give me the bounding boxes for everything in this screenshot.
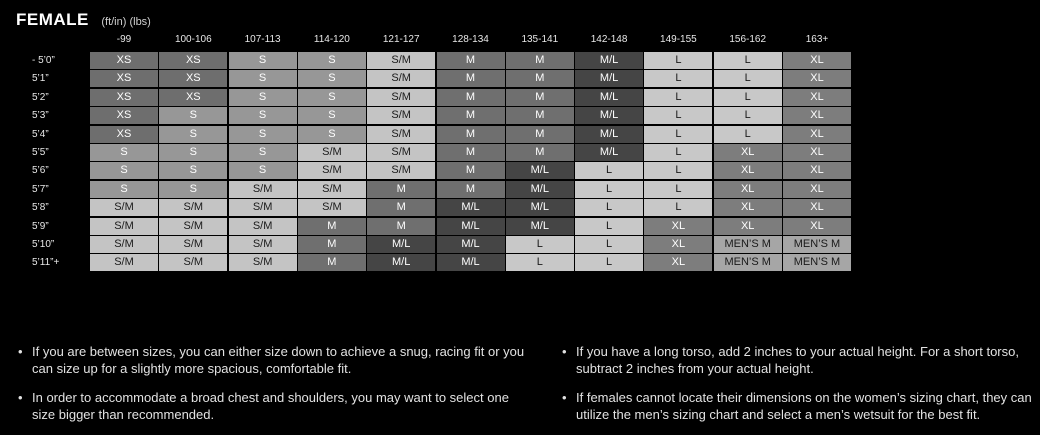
size-cell: L	[714, 52, 782, 69]
weight-header: 156-162	[729, 34, 767, 45]
note-text: If you have a long torso, add 2 inches to your actual height. For a short torso, subtract 2 inches from your actual height.	[576, 344, 1019, 376]
height-label: 5’11”+	[32, 257, 60, 269]
size-cell: M/L	[437, 254, 505, 271]
size-cell: XS	[90, 70, 158, 87]
size-cell: L	[644, 70, 712, 87]
size-cell: XL	[714, 162, 782, 179]
size-cell: M	[506, 126, 574, 143]
size-cell: XL	[644, 218, 712, 235]
size-cell: L	[575, 199, 643, 216]
size-cell: S	[90, 181, 158, 198]
height-label: 5’7”	[32, 183, 49, 195]
size-cell: S/M	[90, 236, 158, 253]
size-cell: M	[437, 162, 505, 179]
size-cell: M	[506, 89, 574, 106]
height-label: 5’1”	[32, 73, 49, 85]
size-cell: M	[298, 254, 366, 271]
size-cell: MEN’S M	[714, 236, 782, 253]
bullet-icon: •	[18, 390, 23, 405]
weight-header: 149-155	[660, 34, 697, 45]
size-cell: XS	[159, 52, 227, 69]
size-cell: MEN’S M	[783, 236, 851, 253]
size-cell: S	[229, 52, 297, 69]
size-cell: S	[159, 162, 227, 179]
size-cell: M/L	[367, 254, 435, 271]
size-cell: M/L	[437, 199, 505, 216]
size-cell: XS	[90, 89, 158, 106]
size-cell: L	[714, 89, 782, 106]
size-cell: M	[298, 236, 366, 253]
size-cell: M	[367, 181, 435, 198]
size-cell: L	[644, 181, 712, 198]
size-cell: S/M	[367, 144, 435, 161]
size-cell: L	[644, 144, 712, 161]
chart-title: FEMALE	[16, 10, 89, 29]
height-label: - 5’0”	[32, 55, 55, 66]
size-cell: M	[367, 199, 435, 216]
size-cell: S	[229, 107, 297, 124]
size-cell: M	[437, 181, 505, 198]
size-cell: S	[159, 181, 227, 198]
size-cell: M/L	[506, 162, 574, 179]
size-cell: XL	[644, 236, 712, 253]
size-cell: XL	[783, 89, 851, 106]
size-cell: XL	[783, 144, 851, 161]
height-label: 5’5”	[32, 147, 49, 158]
size-cell: M	[437, 107, 505, 124]
size-cell: M/L	[506, 199, 574, 216]
size-cell: S	[229, 144, 297, 161]
size-cell: S/M	[298, 144, 366, 161]
size-cell: S	[229, 162, 297, 179]
size-cell: S/M	[367, 162, 435, 179]
size-cell: S/M	[229, 254, 297, 271]
size-cell: M/L	[506, 181, 574, 198]
chart-units: (ft/in) (lbs)	[101, 16, 151, 28]
size-cell: XS	[90, 52, 158, 69]
weight-header: 163+	[805, 34, 829, 45]
size-cell: XS	[159, 89, 227, 106]
size-cell: S	[90, 144, 158, 161]
size-cell: L	[575, 254, 643, 271]
bullet-icon: •	[18, 344, 23, 359]
height-label: 5’10”	[32, 239, 55, 250]
size-cell: XL	[783, 126, 851, 143]
size-cell: L	[644, 52, 712, 69]
size-cell: XS	[159, 70, 227, 87]
size-cell: M/L	[437, 236, 505, 253]
size-cell: S/M	[229, 181, 297, 198]
size-cell: XL	[783, 107, 851, 124]
size-cell: XL	[783, 199, 851, 216]
size-cell: S/M	[367, 70, 435, 87]
size-cell: XL	[644, 254, 712, 271]
size-cell: S/M	[90, 199, 158, 216]
notes-right	[562, 343, 1032, 435]
size-cell: MEN’S M	[783, 254, 851, 271]
size-cell: L	[714, 70, 782, 87]
size-cell: XL	[783, 162, 851, 179]
height-label: 5’8”	[32, 202, 49, 214]
size-cell: S/M	[229, 236, 297, 253]
size-cell: M	[437, 126, 505, 143]
weight-header: 100-106	[174, 34, 212, 45]
size-cell: S/M	[367, 89, 435, 106]
size-cell: L	[644, 126, 712, 143]
weight-header: 135-141	[521, 34, 559, 45]
size-cell: L	[644, 199, 712, 216]
size-cell: M	[437, 89, 505, 106]
size-cell: M/L	[575, 70, 643, 87]
size-cell: M/L	[575, 126, 643, 143]
size-cell: L	[575, 162, 643, 179]
size-cell: S	[298, 70, 366, 87]
size-cell: L	[714, 126, 782, 143]
size-cell: XL	[714, 199, 782, 216]
size-cell: S	[298, 126, 366, 143]
note-item	[18, 389, 528, 423]
size-cell: S	[159, 107, 227, 124]
size-cell: M/L	[367, 236, 435, 253]
size-cell: S	[159, 144, 227, 161]
size-cell: S/M	[298, 162, 366, 179]
note-item	[562, 343, 1032, 377]
size-cell: S/M	[159, 218, 227, 235]
weight-header: 107-113	[244, 34, 281, 45]
size-cell: XL	[714, 144, 782, 161]
size-cell: XL	[714, 181, 782, 198]
note-text: If females cannot locate their dimensions on the women’s sizing chart, they can utilize the men’s sizing chart and select a men’s wetsuit for the best fit.	[576, 390, 1032, 422]
note-text: In order to accommodate a broad chest and shoulders, you may want to select one size bigger than recommended.	[32, 390, 509, 422]
size-cell: S	[159, 126, 227, 143]
bullet-icon: •	[562, 390, 567, 405]
size-cell: M/L	[575, 52, 643, 69]
size-cell: S/M	[367, 126, 435, 143]
size-cell: XL	[714, 218, 782, 235]
size-cell: S	[229, 89, 297, 106]
weight-header: -99	[116, 34, 132, 45]
size-cell: S/M	[367, 52, 435, 69]
size-cell: M	[437, 144, 505, 161]
size-cell: M	[506, 70, 574, 87]
height-label: 5’6”	[32, 165, 49, 177]
size-cell: S	[298, 107, 366, 124]
size-cell: M	[506, 107, 574, 124]
size-cell: S	[229, 70, 297, 87]
size-cell: XS	[90, 126, 158, 143]
size-cell: L	[506, 254, 574, 271]
height-label: 5’9”	[32, 220, 49, 232]
size-cell: S/M	[298, 181, 366, 198]
height-label: 5’3”	[32, 110, 49, 122]
size-cell: S	[298, 89, 366, 106]
size-cell: XL	[783, 52, 851, 69]
size-cell: S	[298, 52, 366, 69]
size-cell: M	[506, 52, 574, 69]
size-cell: XL	[783, 70, 851, 87]
size-cell: S	[229, 126, 297, 143]
size-cell: M/L	[575, 89, 643, 106]
size-cell: S/M	[367, 107, 435, 124]
notes-left	[18, 343, 528, 435]
height-label: 5’2”	[32, 91, 49, 103]
size-cell: S/M	[298, 199, 366, 216]
size-cell: M/L	[437, 218, 505, 235]
size-cell: M	[367, 218, 435, 235]
size-cell: XL	[783, 218, 851, 235]
weight-header: 121-127	[382, 34, 420, 45]
size-cell: XS	[90, 107, 158, 124]
size-cell: MEN’S M	[714, 254, 782, 271]
size-cell: L	[644, 89, 712, 106]
weight-header: 114-120	[313, 34, 350, 45]
bullet-icon: •	[562, 344, 567, 359]
chart-title-block	[16, 10, 151, 30]
size-cell: L	[714, 107, 782, 124]
note-text: If you are between sizes, you can either size down to achieve a snug, racing fit or you can size up for a slightly more spacious, comfortable fit.	[32, 344, 525, 376]
weight-header: 128-134	[452, 34, 489, 45]
size-cell: S	[90, 162, 158, 179]
size-cell: L	[506, 236, 574, 253]
size-cell: S/M	[159, 199, 227, 216]
size-cell: L	[575, 236, 643, 253]
note-item	[18, 343, 528, 377]
size-cell: S/M	[159, 236, 227, 253]
size-cell: S/M	[90, 218, 158, 235]
size-cell: M/L	[575, 144, 643, 161]
note-item	[562, 389, 1032, 423]
size-cell: S/M	[229, 199, 297, 216]
size-cell: M	[437, 70, 505, 87]
size-cell: L	[575, 181, 643, 198]
size-cell: S/M	[229, 218, 297, 235]
size-cell: S/M	[159, 254, 227, 271]
size-cell: L	[644, 107, 712, 124]
size-cell: M/L	[506, 218, 574, 235]
size-cell: M	[437, 52, 505, 69]
weight-header: 142-148	[590, 34, 628, 45]
height-label: 5’4”	[32, 128, 49, 140]
size-cell: XL	[783, 181, 851, 198]
size-cell: M	[298, 218, 366, 235]
size-cell: S/M	[90, 254, 158, 271]
size-cell: L	[644, 162, 712, 179]
size-cell: L	[575, 218, 643, 235]
size-cell: M/L	[575, 107, 643, 124]
size-cell: M	[506, 144, 574, 161]
